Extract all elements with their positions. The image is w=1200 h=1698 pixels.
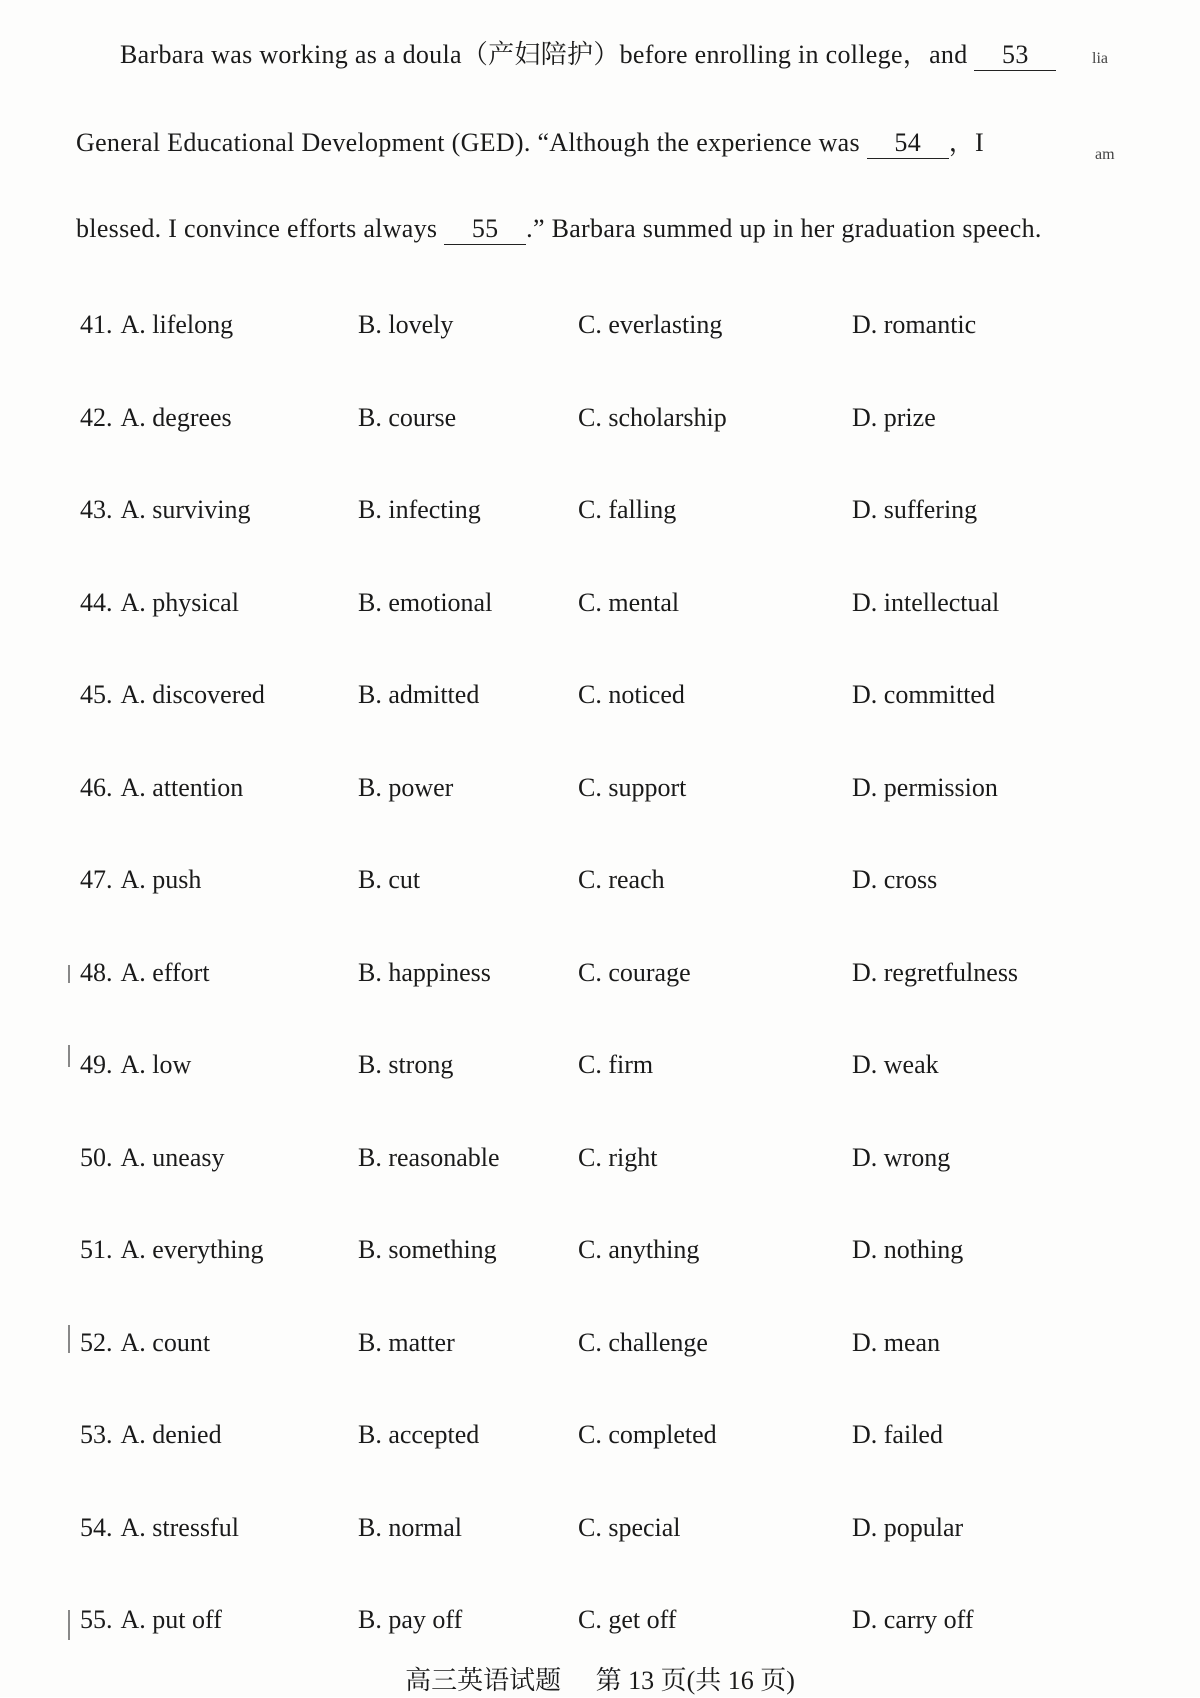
blank-55: 55: [444, 215, 526, 245]
margin-mark: [68, 1610, 70, 1640]
passage-line-3-text: blessed. I convince efforts always: [76, 214, 445, 243]
option-d: D. intellectual: [852, 587, 1000, 617]
option-a: A. uneasy: [120, 1142, 225, 1172]
page-number: 第 13 页(共 16 页): [595, 1666, 795, 1695]
question-row: [80, 310, 1140, 403]
question-number: 53.: [80, 1420, 113, 1449]
passage-line-2-after: ，I: [948, 128, 984, 157]
option-a: A. put off: [120, 1605, 222, 1634]
blank-54: 54: [867, 129, 949, 159]
option-d: D. romantic: [852, 310, 977, 339]
question-number: 47.: [80, 865, 113, 894]
option-c: C. special: [578, 1512, 681, 1542]
option-d: D. regretfulness: [852, 957, 1019, 987]
option-c: C. courage: [578, 957, 691, 987]
question-number: 51.: [80, 1235, 113, 1264]
question-number: 54.: [80, 1512, 113, 1542]
option-d: D. committed: [852, 680, 995, 709]
option-b: B. power: [358, 772, 454, 802]
option-d: D. failed: [852, 1420, 943, 1449]
option-c: C. noticed: [578, 680, 685, 709]
option-a: A. stressful: [120, 1512, 239, 1542]
option-c: C. scholarship: [578, 402, 727, 432]
option-b: B. emotional: [358, 587, 493, 617]
option-d: D. popular: [852, 1512, 964, 1542]
option-b: B. strong: [358, 1050, 454, 1079]
option-c: C. reach: [578, 865, 665, 894]
option-c: C. completed: [578, 1420, 717, 1449]
question-row: [80, 403, 1140, 496]
option-d: D. mean: [852, 1327, 941, 1357]
margin-mark: [68, 965, 70, 983]
passage-line-1-edge: lia: [1092, 50, 1108, 67]
question-number-and-option-a: [80, 1605, 222, 1635]
option-a: A. attention: [120, 772, 244, 802]
option-b: B. pay off: [358, 1605, 463, 1634]
option-b: B. happiness: [358, 957, 491, 987]
margin-mark: [68, 1325, 70, 1353]
option-c: C. support: [578, 772, 687, 802]
question-number-and-option-a: [80, 1050, 191, 1080]
option-c: C. falling: [578, 495, 677, 524]
exam-title: 高三英语试题: [405, 1666, 562, 1695]
question-number-and-option-a: [80, 1328, 210, 1358]
question-number: 45.: [80, 680, 113, 709]
option-a: A. everything: [120, 1235, 264, 1264]
option-d: D. cross: [852, 865, 938, 894]
option-b: B. admitted: [358, 680, 480, 709]
option-b: B. cut: [358, 865, 421, 894]
question-number: 44.: [80, 587, 113, 617]
option-b: B. course: [358, 402, 457, 432]
option-b: B. lovely: [358, 310, 454, 339]
question-row: [80, 1050, 1140, 1143]
question-row: [80, 588, 1140, 681]
option-b: B. matter: [358, 1327, 455, 1357]
question-row: [80, 1143, 1140, 1236]
option-b: B. infecting: [358, 495, 481, 524]
option-a: A. push: [120, 865, 202, 894]
question-number: 46.: [80, 772, 113, 802]
passage-line-3-after: .” Barbara summed up in her graduation speech.: [526, 214, 1042, 243]
option-b: B. accepted: [358, 1420, 480, 1449]
question-number-and-option-a: [80, 1513, 239, 1543]
question-row: [80, 773, 1140, 866]
option-d: D. suffering: [852, 495, 978, 524]
option-d: D. carry off: [852, 1605, 974, 1634]
question-row: [80, 495, 1140, 588]
question-number: 50.: [80, 1142, 113, 1172]
option-a: A. denied: [120, 1420, 222, 1449]
page-footer: [0, 1660, 1200, 1697]
option-a: A. discovered: [120, 680, 265, 709]
option-c: C. challenge: [578, 1327, 708, 1357]
option-a: A. effort: [120, 957, 210, 987]
option-b: B. something: [358, 1235, 497, 1264]
option-a: A. lifelong: [120, 310, 234, 339]
option-c: C. firm: [578, 1050, 654, 1079]
question-row: [80, 1513, 1140, 1606]
question-row: [80, 1420, 1140, 1513]
question-number-and-option-a: [80, 1235, 263, 1265]
question-number-and-option-a: [80, 773, 243, 803]
question-number-and-option-a: [80, 1420, 222, 1450]
option-b: B. normal: [358, 1512, 462, 1542]
passage-line-1-text: Barbara was working as a doula（产妇陪护）before enrolling in college，and: [120, 40, 975, 69]
option-d: D. weak: [852, 1050, 939, 1079]
option-c: C. everlasting: [578, 310, 723, 339]
option-b: B. reasonable: [358, 1142, 500, 1172]
question-number-and-option-a: [80, 403, 232, 433]
option-d: D. permission: [852, 772, 998, 802]
option-d: D. wrong: [852, 1142, 951, 1172]
question-list: [80, 310, 1140, 1698]
question-number-and-option-a: [80, 495, 251, 525]
option-a: A. degrees: [120, 402, 232, 432]
option-c: C. anything: [578, 1235, 700, 1264]
question-row: [80, 865, 1140, 958]
passage-line-1: [120, 34, 1056, 71]
question-number-and-option-a: [80, 310, 233, 340]
passage-line-2-edge: am: [1095, 146, 1115, 163]
question-row: [80, 1235, 1140, 1328]
passage-line-3: [76, 214, 1042, 245]
question-number: 52.: [80, 1327, 113, 1357]
question-number: 43.: [80, 495, 113, 524]
question-row: [80, 680, 1140, 773]
margin-mark: [68, 1045, 70, 1067]
question-number-and-option-a: [80, 588, 239, 618]
option-c: C. get off: [578, 1605, 677, 1634]
option-a: A. low: [120, 1050, 192, 1079]
question-number: 55.: [80, 1605, 113, 1634]
question-number: 41.: [80, 310, 113, 339]
option-a: A. surviving: [120, 495, 251, 524]
option-a: A. physical: [120, 587, 239, 617]
question-number-and-option-a: [80, 680, 265, 710]
question-row: [80, 1328, 1140, 1421]
question-number: 49.: [80, 1050, 113, 1079]
passage-line-2-text: General Educational Development (GED). “Although the experience was: [76, 128, 867, 157]
blank-53: 53: [974, 41, 1056, 71]
question-number: 48.: [80, 957, 113, 987]
option-d: D. nothing: [852, 1235, 964, 1264]
question-number-and-option-a: [80, 958, 210, 988]
option-a: A. count: [120, 1327, 211, 1357]
option-c: C. right: [578, 1142, 658, 1172]
passage-line-2: [76, 122, 984, 159]
question-number-and-option-a: [80, 1143, 224, 1173]
question-number-and-option-a: [80, 865, 201, 895]
option-c: C. mental: [578, 587, 680, 617]
question-row: [80, 958, 1140, 1051]
question-number: 42.: [80, 402, 113, 432]
option-d: D. prize: [852, 402, 936, 432]
